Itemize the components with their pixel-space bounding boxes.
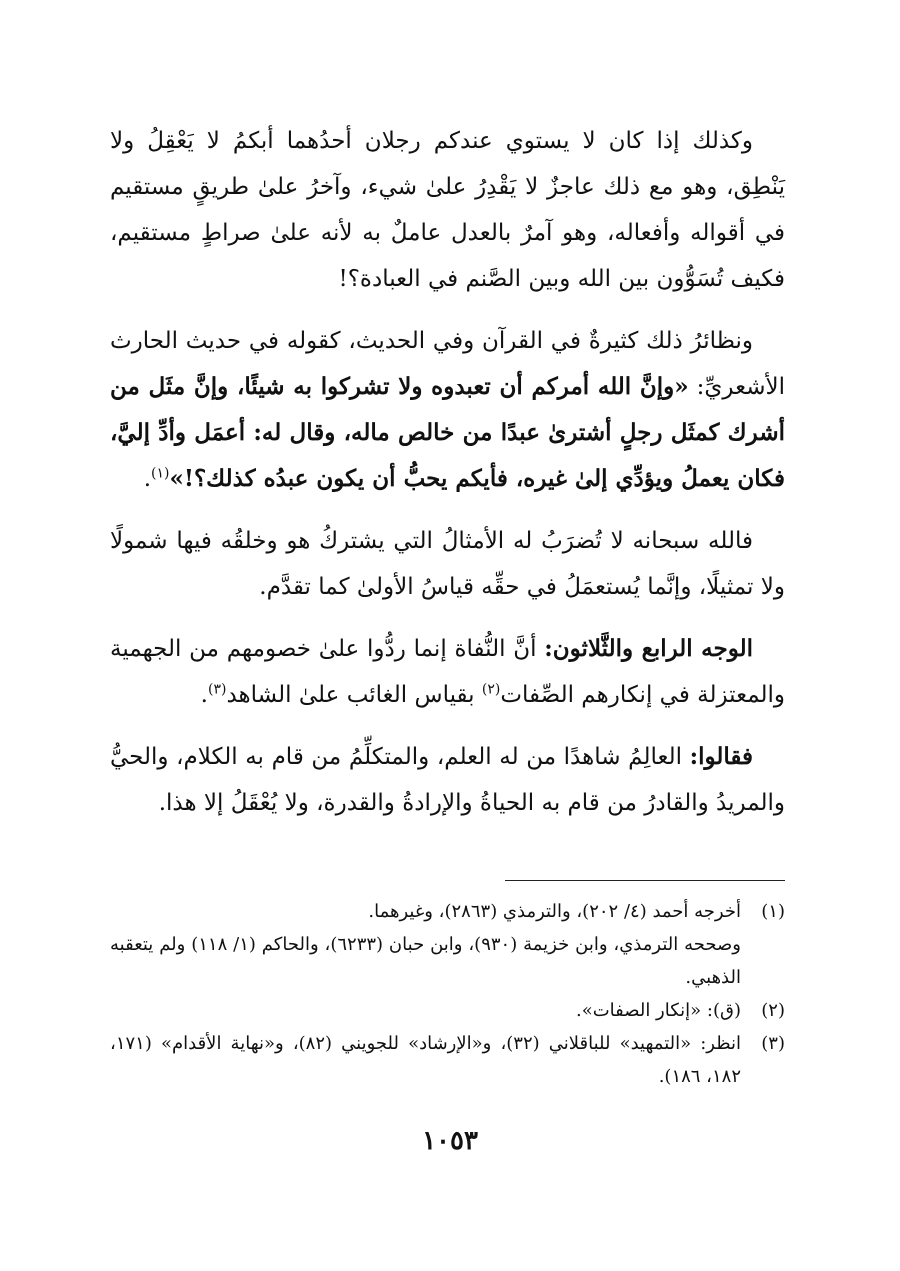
paragraph-3: فالله سبحانه لا تُضرَبُ له الأمثالُ التي يشتركُ هو وخلقُه فيها شمولًا ولا تمثيلًا، وإنَّما يُستعمَلُ في حقِّه قياسُ الأولىٰ كما تقدَّم.: [110, 528, 785, 600]
footnote-separator: [505, 880, 785, 881]
footnote-number: (٣): [761, 1033, 785, 1054]
footnote-number: [741, 928, 785, 994]
main-text: [110, 118, 785, 842]
footnote-text: انظر: «التمهيد» للباقلاني (٣٢)، و«الإرشاد» للجويني (٨٢)، و«نهاية الأقدام» (١٧١، ١٨٢، ١٨٦).: [110, 1033, 742, 1087]
footnote-text: (ق): «إنكار الصفات».: [575, 1000, 741, 1021]
paragraph-2-end: .: [143, 466, 152, 492]
footnote-number: (١): [761, 901, 785, 922]
paragraph-5: [110, 734, 785, 826]
footnote-ref-1: (١): [151, 465, 170, 482]
hadith-quote: «وإنَّ الله أمركم أن تعبدوه ولا تشركوا به شيئًا، وإنَّ مثَل من أشرك كمثَل رجلٍ أشترىٰ عبدًا من خالص ماله، وقال له: أعمَل وأدِّ إليَّ، فكان يعملُ ويؤدِّي إلىٰ غيره، فأيكم يحبُّ أن يكون عبدُه كذلك؟!»: [110, 373, 785, 492]
paragraph-4-text-a: أنَّ النُّفاة إنما ردُّوا علىٰ خصومهم من الجهمية والمعتزلة في إنكارهم الصِّفات: [110, 636, 785, 708]
paragraph-5-text: العالِمُ شاهدًا من له العلم، والمتكلِّمُ من قام به الكلام، والحيُّ والمريدُ والقادرُ من قام به الحياةُ والإرادةُ والقدرة، ولا يُعْقَلُ إلا هذا.: [110, 744, 785, 816]
footnote-ref-3: (٣): [207, 681, 227, 698]
paragraph-4-text-b: بقياس الغائب علىٰ الشاهد: [226, 682, 482, 708]
paragraph-4-end: .: [200, 682, 208, 708]
footnote-2: [110, 994, 785, 1027]
paragraph-2-lead: ونظائرُ ذلك كثيرةٌ في القرآن وفي الحديث، كقوله في حديث الحارث الأشعريِّ:: [110, 328, 785, 400]
footnote-3: [110, 1027, 785, 1093]
footnote-number: (٢): [761, 1000, 785, 1021]
footnote-1-continuation: [110, 928, 785, 994]
paragraph-5-lead: فقالوا:: [689, 743, 753, 770]
footnotes: [110, 895, 785, 1093]
page-number: ١٠٥٣: [422, 1126, 478, 1156]
paragraph-1: وكذلك إذا كان لا يستوي عندكم رجلان أحدُهما أبكمُ لا يَعْقِلُ ولا يَنْطِق، وهو مع ذلك عاجزٌ لا يَقْدِرُ علىٰ شيء، وآخرُ علىٰ طريقٍ مستقيم في أقواله وأفعاله، وهو آمرٌ بالعدل عاملٌ به لأنه علىٰ صراطٍ مستقيم، فكيف تُسَوُّون بين الله وبين الصَّنم في العبادة؟!: [110, 128, 785, 292]
footnote-ref-2: (٢): [481, 681, 501, 698]
footnote-text: وصححه الترمذي، وابن خزيمة (٩٣٠)، وابن حبان (٦٢٣٣)، والحاكم (١/ ١١٨) ولم يتعقبه الذهبي.: [110, 934, 741, 988]
paragraph-4: [110, 626, 785, 718]
footnote-text: أخرجه أحمد (٤/ ٢٠٢)، والترمذي (٢٨٦٣)، وغيرهما.: [368, 901, 741, 922]
section-heading: الوجه الرابع والثَّلاثون:: [544, 635, 753, 662]
paragraph-2: [110, 318, 785, 502]
footnote-1: [110, 895, 785, 928]
